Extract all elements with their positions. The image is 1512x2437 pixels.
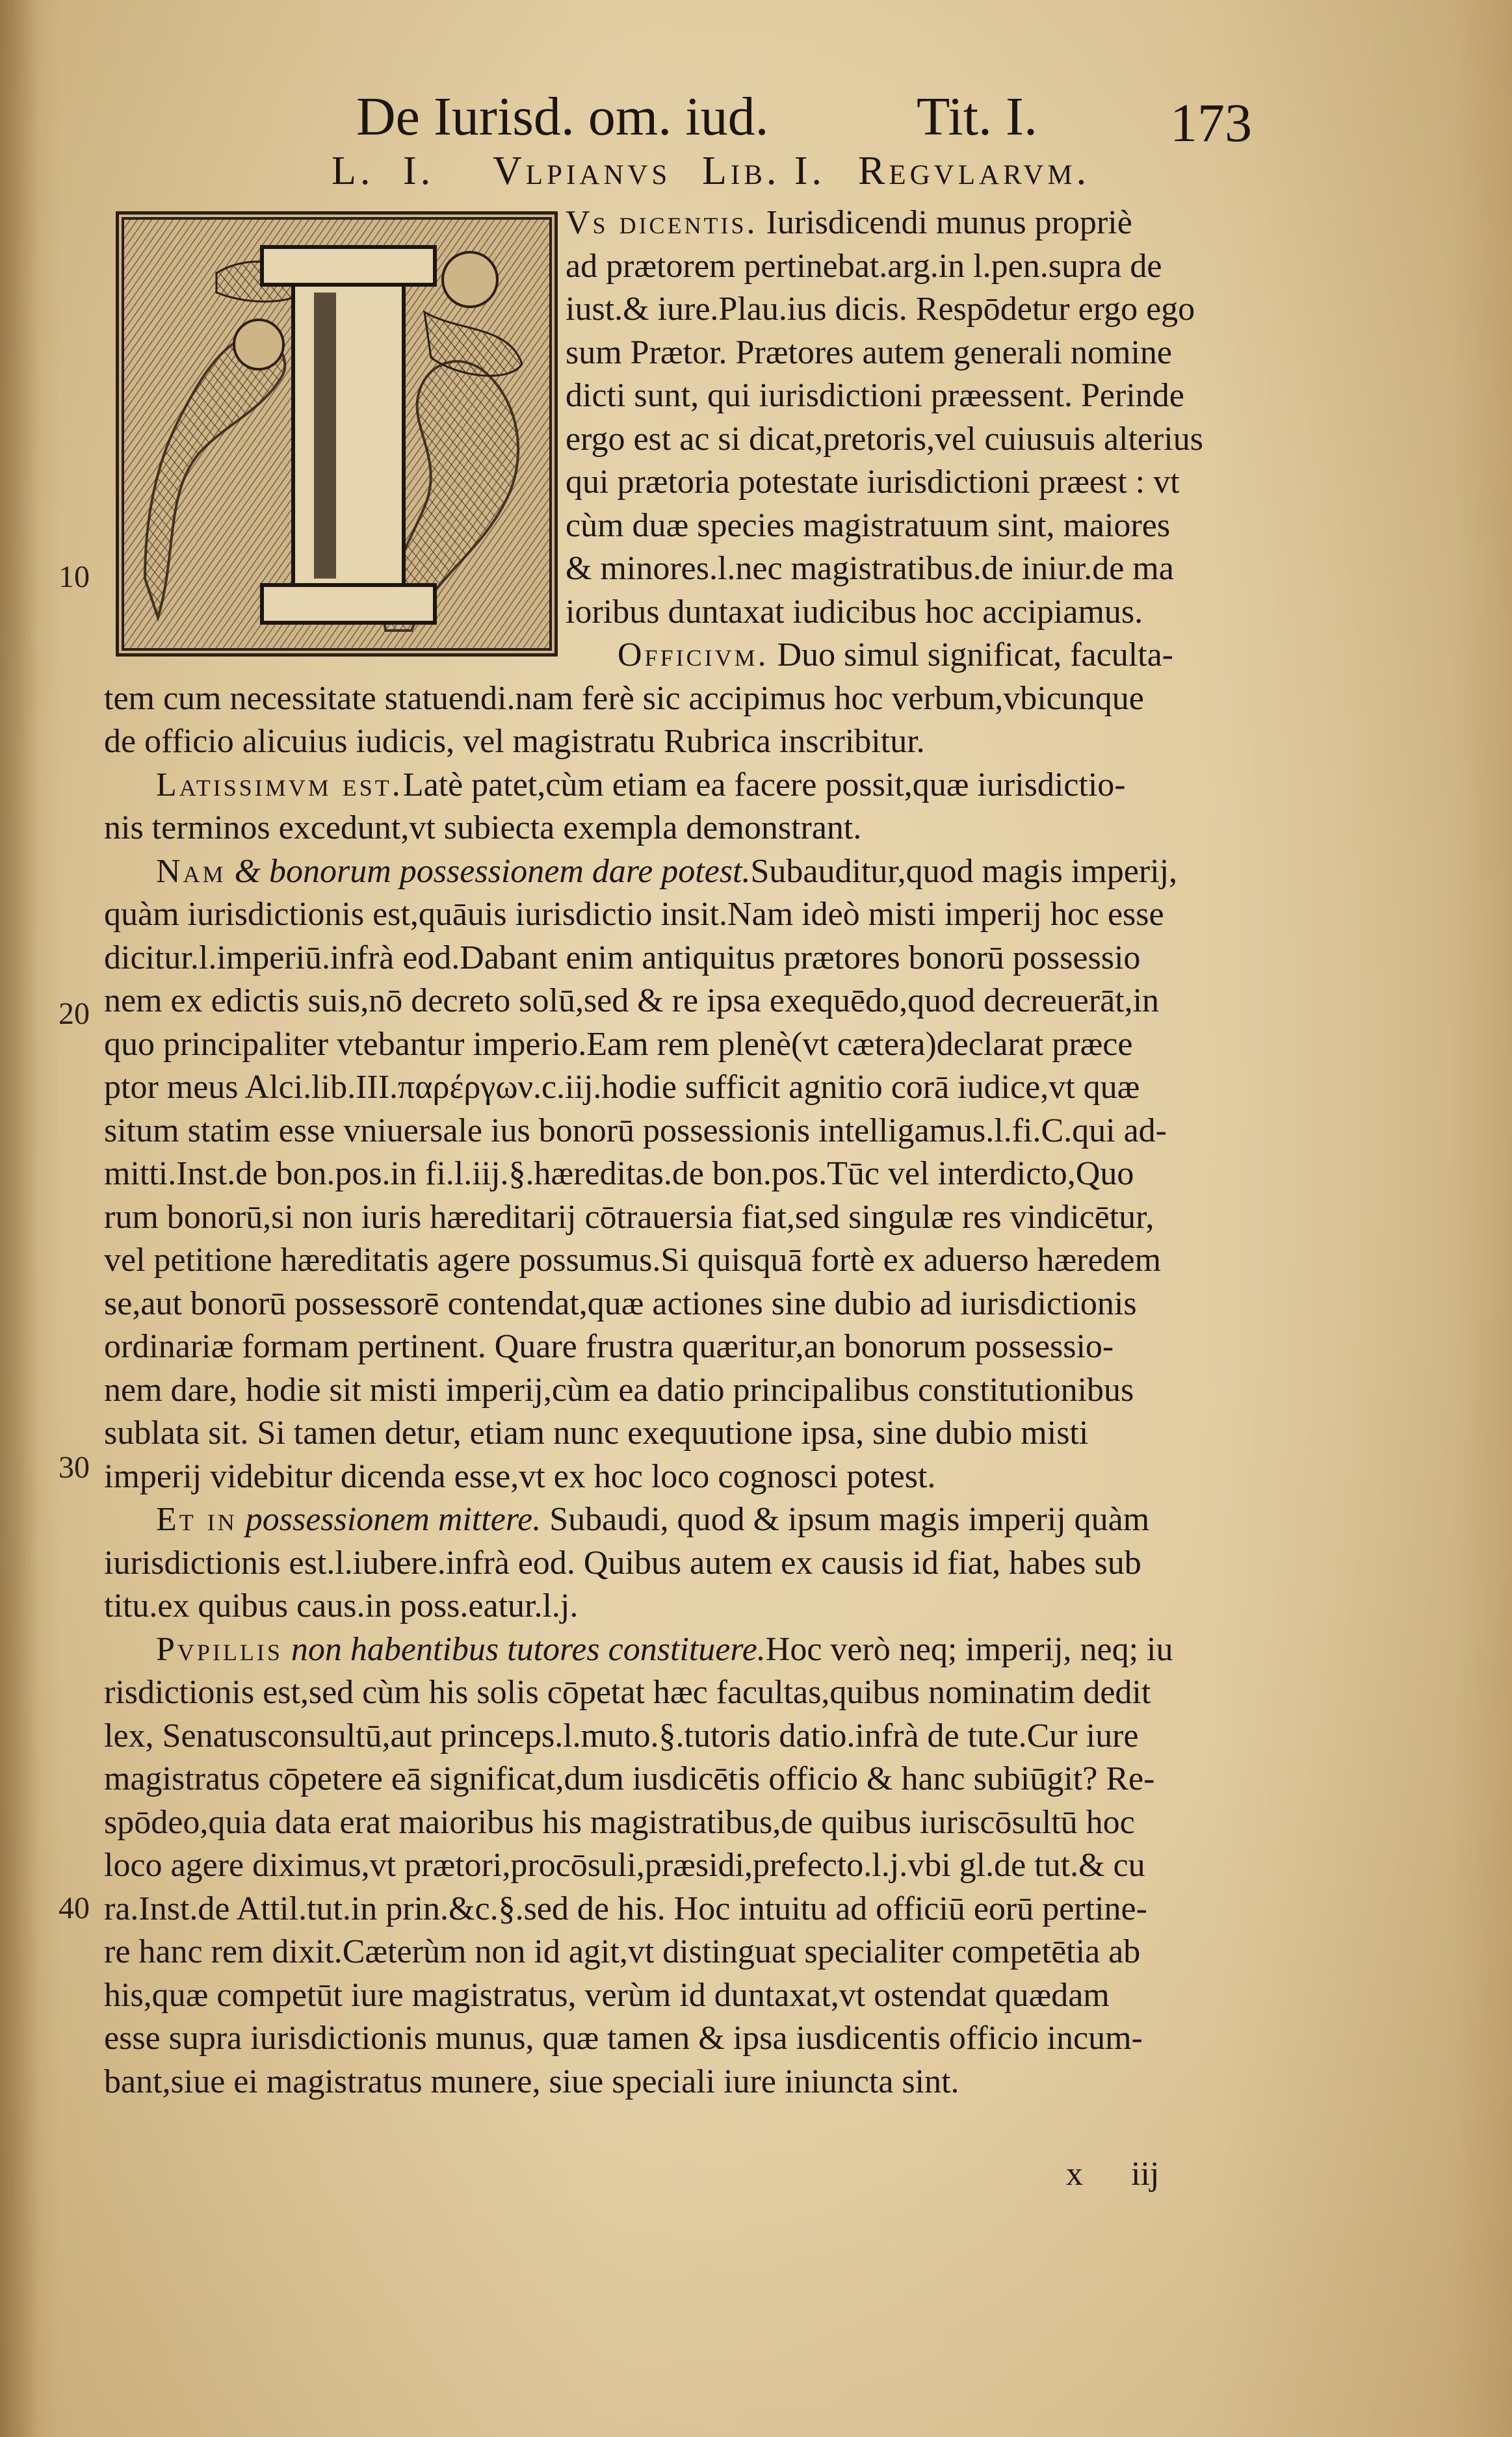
- text-line: [104, 1801, 1281, 1844]
- text-segment: titu.ex quibus caus.in poss.eatur.l.j.: [104, 1587, 579, 1624]
- text-segment: ptor meus Alci.lib.III.παρέργων.c.iij.hodie sufficit agnitio corā iudice,vt quæ: [104, 1069, 1140, 1106]
- text-segment: qui prætoria potestate iurisdictioni præest : vt: [566, 463, 1180, 501]
- text-segment: sublata sit. Si tamen detur, etiam nunc exequutione ipsa, sine dubio misti: [104, 1414, 1089, 1452]
- text-segment: nem dare, hodie sit misti imperij,cùm ea datio principalibus constitutionibus: [104, 1371, 1134, 1409]
- text-line: [566, 202, 1281, 244]
- text-segment: esse supra iurisdictionis munus, quæ tamen & ipsa iusdicentis officio incum-: [104, 2020, 1143, 2057]
- folio-number: 173: [1170, 93, 1252, 153]
- lemma-word: Et in: [156, 1501, 237, 1538]
- text-segment: se,aut bonorū possessorē contendat,quæ actiones sine dubio ad iurisdictionis: [104, 1284, 1137, 1322]
- text-segment: Iurisdicendi munus propriè: [757, 204, 1132, 241]
- lemma-word: Nam: [156, 852, 226, 890]
- text-line: [104, 677, 1281, 720]
- text-segment: imperij videbitur dicenda esse,vt ex hoc loco cognosci potest.: [104, 1457, 936, 1495]
- text-line: [104, 1066, 1281, 1109]
- text-segment: nem ex edictis suis,nō decreto solū,sed & re ipsa exequēdo,quod decreuerāt,in: [104, 982, 1160, 1019]
- text-segment: dicti sunt, qui iurisdictioni præessent. Perinde: [566, 377, 1184, 414]
- text-segment: Subauditur,quod magis imperij,: [750, 852, 1178, 890]
- text-segment: rum bonorū,si non iuris hæreditarij cōtrauersia fiat,sed singulæ res vindicētur,: [104, 1198, 1154, 1236]
- text-segment: Subaudi, quod & ipsum magis imperij quàm: [541, 1501, 1150, 1538]
- text-segment: cùm duæ species magistratuum sint, maiores: [566, 506, 1171, 544]
- text-segment: quàm iurisdictionis est,quāuis iurisdictio insit.Nam ideò misti imperij hoc esse: [104, 896, 1164, 933]
- text-line: [104, 1888, 1281, 1931]
- text-segment: & minores.l.nec magistratibus.de iniur.de ma: [566, 550, 1174, 587]
- text-segment: bant,siue ei magistratus munere, siue speciali iure iniuncta sint.: [104, 2063, 959, 2100]
- margin-line-number: 40: [59, 1891, 90, 1925]
- text-segment: lex, Senatusconsultū,aut princeps.l.muto.§.tutoris datio.infrà de tute.Cur iure: [104, 1717, 1139, 1754]
- margin-line-number: 10: [59, 560, 90, 594]
- text-segment: Latè patet,cùm etiam ea facere possit,quæ iurisdictio-: [402, 766, 1126, 803]
- text-line: [566, 504, 1281, 547]
- text-line: [104, 937, 1281, 980]
- text-line: [566, 418, 1281, 461]
- text-line: [104, 1325, 1281, 1368]
- text-line: [104, 1239, 1281, 1282]
- text-segment: tem cum necessitate statuendi.nam ferè sic accipimus hoc verbum,vbicunque: [104, 679, 1144, 717]
- text-segment: mitti.Inst.de bon.pos.in fi.l.iij.§.hæreditas.de bon.pos.Tūc vel interdicto,Quo: [104, 1155, 1134, 1192]
- text-segment: quo principaliter vtebantur imperio.Eam rem plenè(vt cætera)declarat præce: [104, 1025, 1133, 1063]
- text-line: [104, 807, 1281, 850]
- italic-quotation: possessionem mittere.: [245, 1501, 541, 1538]
- text-line: [566, 245, 1281, 288]
- text-line: [104, 1715, 1281, 1758]
- text-segment: Hoc verò neq; imperij, neq; iu: [765, 1630, 1173, 1668]
- text-segment: de officio alicuius iudicis, vel magistratu Rubrica inscribitur.: [104, 723, 925, 760]
- text-line: [104, 2017, 1281, 2060]
- margin-line-number: 20: [59, 997, 90, 1031]
- text-line: [104, 1023, 1281, 1066]
- text-line: [104, 1412, 1281, 1455]
- text-segment: vel petitione hæreditatis agere possumus.Si quisquā fortè ex aduerso hæredem: [104, 1242, 1162, 1279]
- book-number: Lib. I.: [702, 149, 826, 193]
- text-line: [104, 1671, 1281, 1714]
- text-segment: spōdeo,quia data erat maioribus his magistratibus,de quibus iuriscōsultū hoc: [104, 1803, 1135, 1841]
- title-number: Tit. I.: [917, 86, 1038, 147]
- text-line: [104, 1283, 1281, 1325]
- text-line: [104, 1369, 1281, 1412]
- lemma-word: Vs dicentis.: [566, 204, 758, 241]
- text-segment: [283, 1631, 291, 1668]
- text-segment: situm statim esse vniuersale ius bonorū possessionis intelligamus.l.fi.C.qui ad-: [104, 1112, 1167, 1149]
- text-line: [104, 1758, 1281, 1801]
- text-line: [104, 1542, 1281, 1585]
- signature-mark: [1066, 2152, 1209, 2197]
- commentary-text: [91, 202, 1281, 2334]
- text-line: [104, 1585, 1281, 1628]
- gutter-shadow: [0, 0, 39, 2437]
- text-line: [566, 374, 1281, 417]
- text-line: [104, 1931, 1281, 1974]
- text-line: [104, 1844, 1281, 1887]
- text-line: [156, 764, 1281, 807]
- text-segment: risdictionis est,sed cùm his solis cōpetat hæc facultas,quibus nominatim dedit: [104, 1674, 1151, 1711]
- text-segment: loco agere diximus,vt prætori,procōsuli,præsidi,prefecto.l.j.vbi gl.de tut.& cu: [104, 1847, 1145, 1884]
- text-line: [104, 1455, 1281, 1498]
- text-segment: nis terminos excedunt,vt subiecta exempla demonstrant.: [104, 809, 862, 846]
- lex-abbrev: L.: [332, 149, 374, 193]
- text-segment: ergo est ac si dicat,pretoris,vel cuiusuis alterius: [566, 420, 1203, 458]
- text-line: [104, 2061, 1281, 2104]
- text-segment: ad prætorem pertinebat.arg.in l.pen.supra de: [566, 247, 1162, 285]
- text-segment: [226, 853, 235, 890]
- text-line: [104, 1153, 1281, 1195]
- running-title: De Iurisd. om. iud.: [356, 86, 769, 147]
- text-segment: re hanc rem dixit.Cæterùm non id agit,vt distinguat specialiter competētia ab: [104, 1933, 1141, 1970]
- text-segment: his,quæ competūt iure magistratus, verùm id duntaxat,vt ostendat quædam: [104, 1976, 1110, 2014]
- text-line: [618, 634, 1281, 677]
- text-segment: dicitur.l.imperiū.infrà eod.Dabant enim antiquitus prætores bonorū possessio: [104, 939, 1141, 976]
- text-line: [156, 1628, 1281, 1671]
- lemma-word: Pvpillis: [156, 1630, 283, 1668]
- text-line: [104, 1196, 1281, 1239]
- margin-line-number: 30: [59, 1450, 90, 1485]
- text-line: [566, 332, 1281, 374]
- text-segment: magistratus cōpetere eā significat,dum iusdicētis officio & hanc subiūgit? Re-: [104, 1760, 1155, 1797]
- text-segment: iurisdictionis est.l.iubere.infrà eod. Quibus autem ex causis id fiat, habes sub: [104, 1544, 1141, 1582]
- text-segment: [237, 1501, 246, 1538]
- italic-quotation: & bonorum possessionem dare potest.: [234, 852, 751, 890]
- text-segment: ra.Inst.de Attil.tut.in prin.&c.§.sed de his. Hoc intuitu ad officiū eorū pertine-: [104, 1890, 1147, 1927]
- signature-letter: x: [1066, 2156, 1083, 2193]
- work-title: Regvlarvm.: [858, 149, 1091, 193]
- text-segment: ordinariæ formam pertinent. Quare frustra quæritur,an bonorum possessio-: [104, 1328, 1114, 1365]
- text-line: [156, 850, 1281, 893]
- text-segment: sum Prætor. Prætores autem generali nomine: [566, 333, 1172, 371]
- text-segment: Duo simul significat, faculta-: [768, 636, 1173, 673]
- text-line: [104, 1974, 1281, 2017]
- lemma-word: Officivm.: [618, 636, 769, 673]
- text-line: [104, 1110, 1281, 1153]
- lex-heading: [332, 142, 1307, 200]
- text-line: [156, 1498, 1281, 1541]
- signature-number: iij: [1131, 2156, 1160, 2193]
- italic-quotation: non habentibus tutores constituere.: [291, 1630, 766, 1668]
- lemma-word: Latissimvm est.: [156, 766, 403, 803]
- text-line: [566, 547, 1281, 590]
- text-line: [104, 720, 1281, 763]
- author-name: Vlpianvs: [493, 149, 671, 193]
- lex-number: I.: [403, 149, 435, 193]
- text-line: [566, 461, 1281, 504]
- text-segment: iust.& iure.Plau.ius dicis. Respōdetur ergo ego: [566, 291, 1195, 328]
- text-segment: ioribus duntaxat iudicibus hoc accipiamus.: [566, 593, 1143, 631]
- text-line: [566, 591, 1281, 634]
- text-line: [104, 980, 1281, 1023]
- text-line: [566, 288, 1281, 331]
- text-line: [104, 893, 1281, 936]
